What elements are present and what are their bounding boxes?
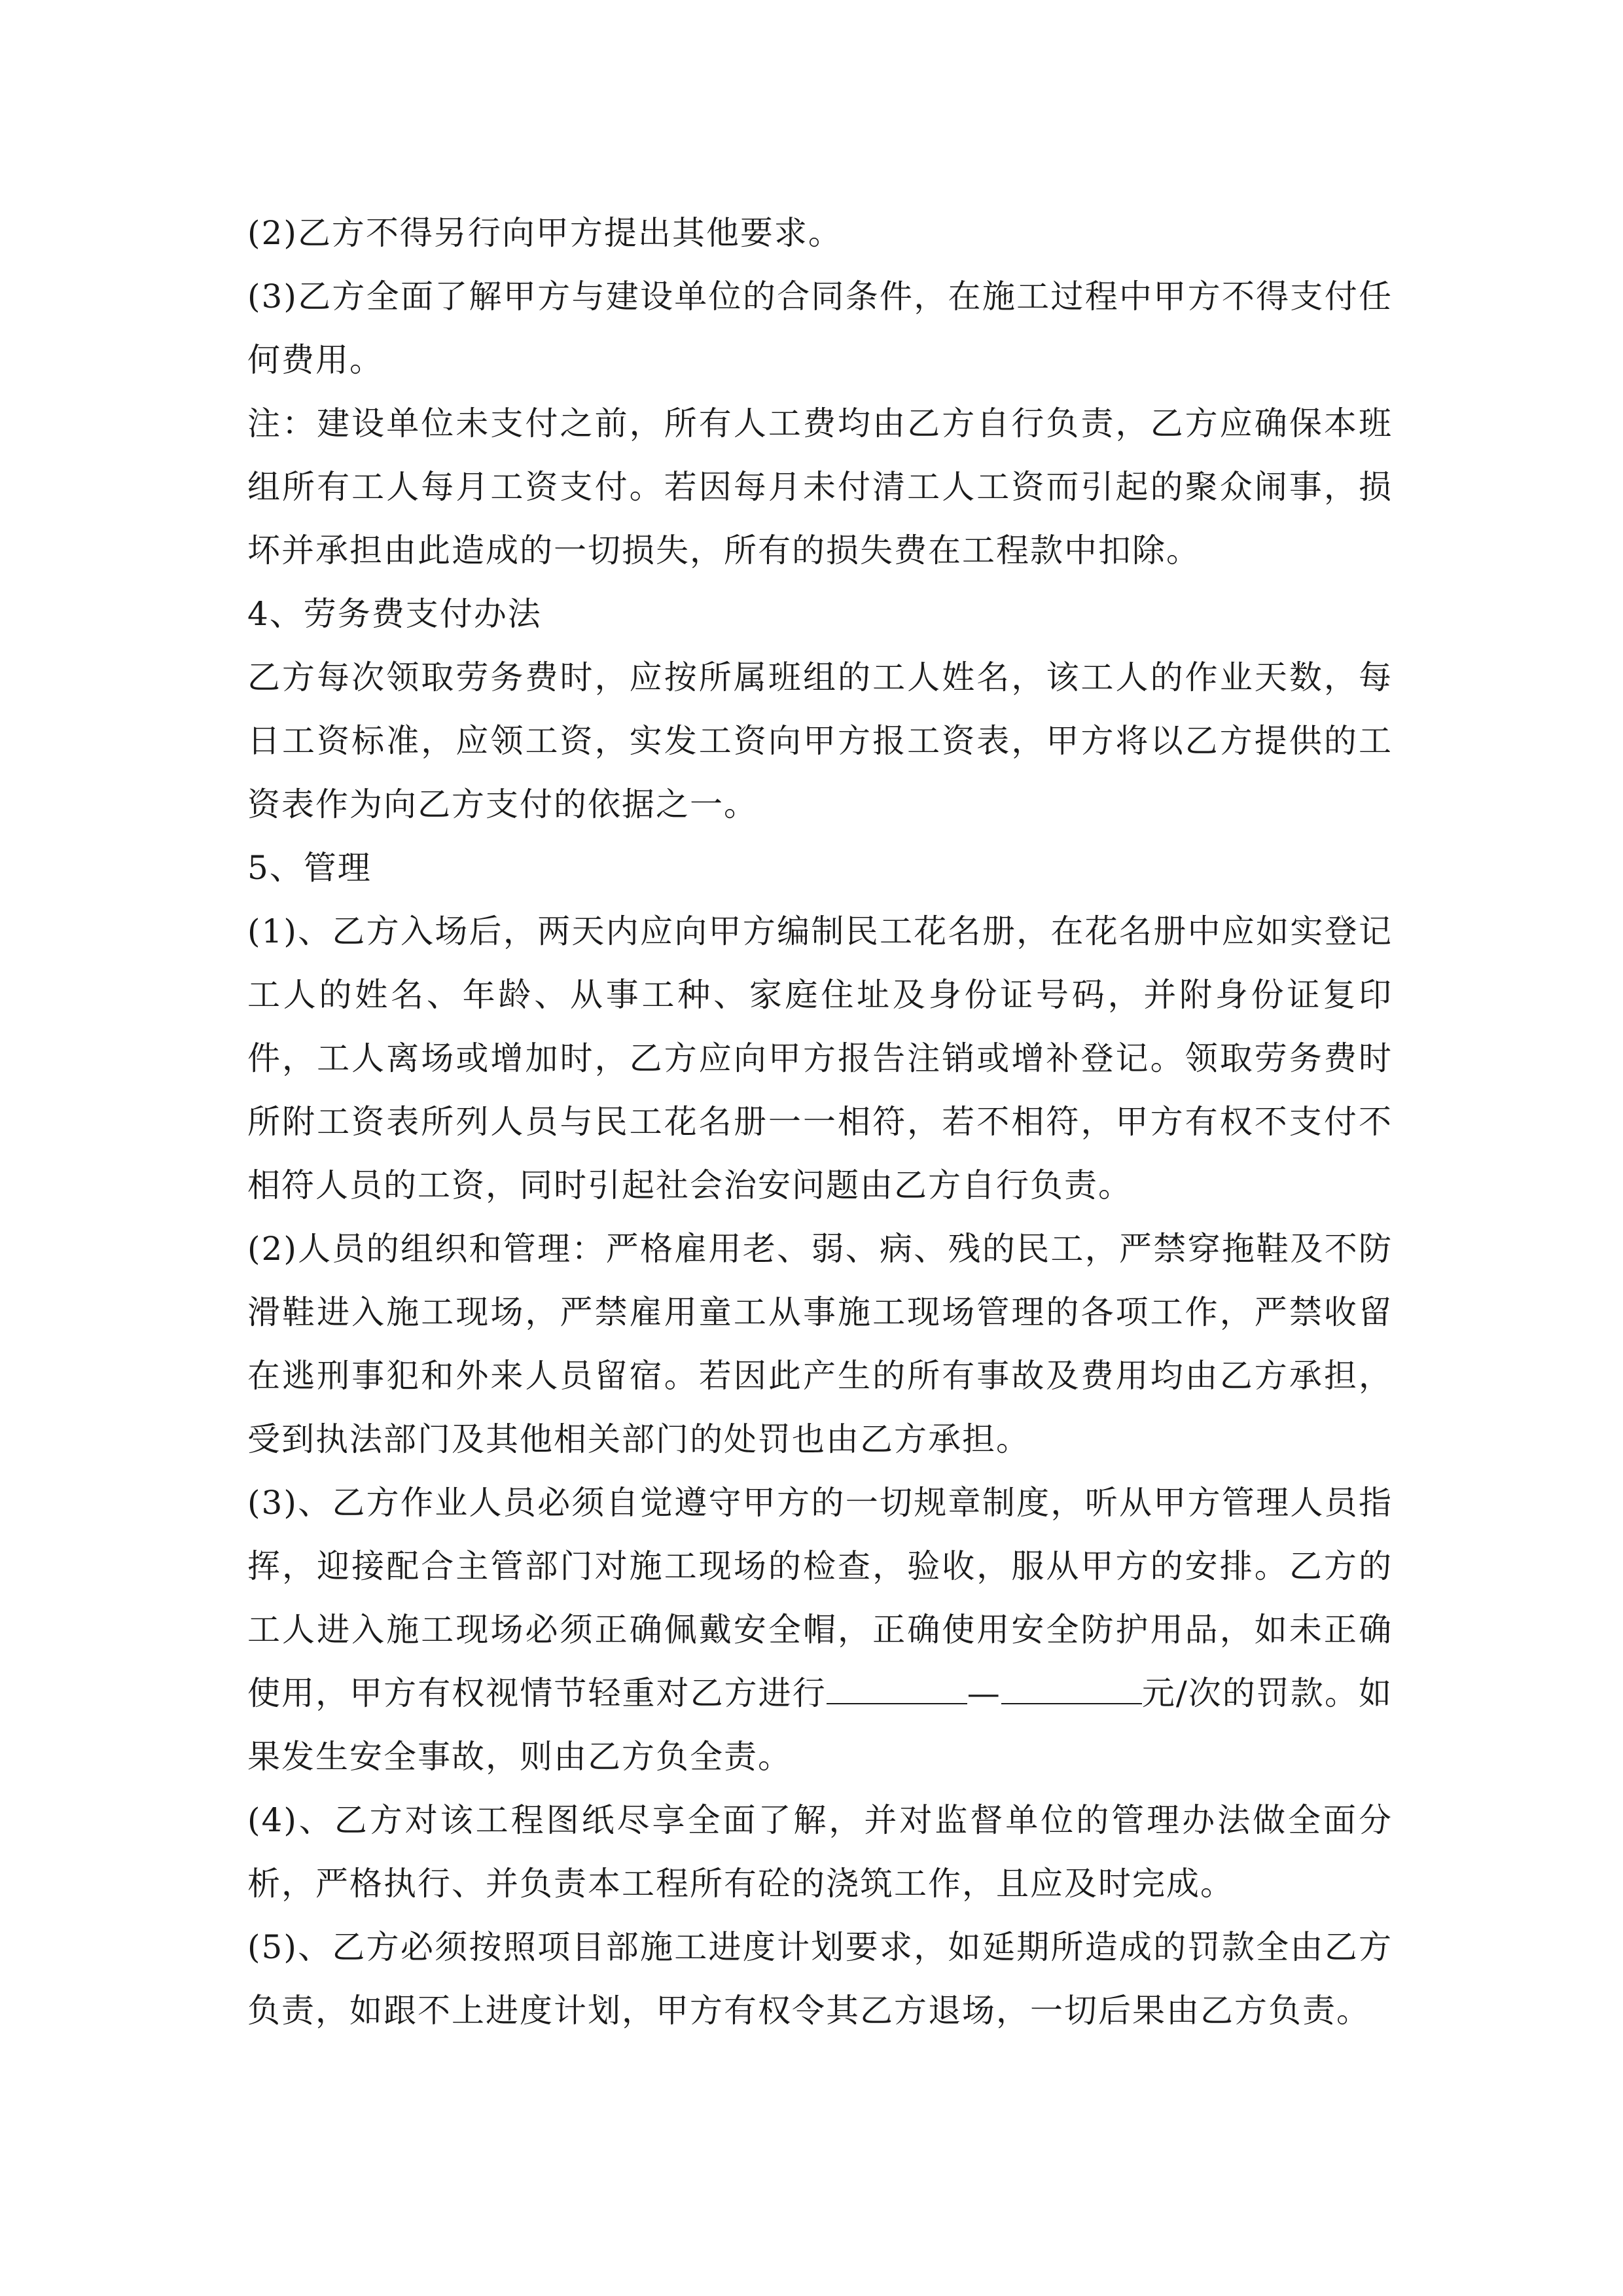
fine-min-blank [827, 1678, 967, 1704]
section-5-heading: 5、管理 [247, 849, 372, 887]
management-clause-1: (1)、乙方入场后，两天内应向甲方编制民工花名册，在花名册中应如实登记工人的姓名、年龄、从事工种、家庭住址及身份证号码，并附身份证复印件，工人离场或增加时，乙方应向甲方报告注销或增补登记。领取劳务费时所附工资表所列人员与民工花名册一一相符，若不相符，甲方有权不支付不相符人员的工资，同时引起社会治安问题由乙方自行负责。 [247, 912, 1393, 1204]
document-body [247, 202, 1393, 2043]
fine-range-dash: — [967, 1674, 1001, 1712]
management-clause-4: (4)、乙方对该工程图纸尽享全面了解，并对监督单位的管理办法做全面分析，严格执行、并负责本工程所有砼的浇筑工作，且应及时完成。 [247, 1801, 1393, 1903]
clause-2-no-other-demands: (2)乙方不得另行向甲方提出其他要求。 [247, 214, 842, 252]
section-4-payment-method: 乙方每次领取劳务费时，应按所属班组的工人姓名，该工人的作业天数，每日工资标准，应领工资，实发工资向甲方报工资表，甲方将以乙方提供的工资表作为向乙方支付的依据之一。 [247, 658, 1393, 823]
section-4-heading: 4、劳务费支付办法 [247, 595, 542, 633]
management-clause-5: (5)、乙方必须按照项目部施工进度计划要求，如延期所造成的罚款全由乙方负责，如跟不上进度计划，甲方有权令其乙方退场，一切后果由乙方负责。 [247, 1928, 1393, 2030]
clause-3-text-after: 元/次的罚款。如果发生安全事故，则由乙方负全责。 [247, 1674, 1393, 1776]
clause-3-text-before: (3)、乙方作业人员必须自觉遵守甲方的一切规章制度，听从甲方管理人员指挥，迎接配合主管部门对施工现场的检查，验收，服从甲方的安排。乙方的工人进入施工现场必须正确佩戴安全帽，正确使用安全防护用品，如未正确使用，甲方有权视情节轻重对乙方进行 [247, 1484, 1393, 1712]
clause-3-contract-terms: (3)乙方全面了解甲方与建设单位的合同条件，在施工过程中甲方不得支付任何费用。 [247, 278, 1393, 379]
management-clause-2: (2)人员的组织和管理：严格雇用老、弱、病、残的民工，严禁穿拖鞋及不防滑鞋进入施工现场，严禁雇用童工从事施工现场管理的各项工作，严禁收留在逃刑事犯和外来人员留宿。若因此产生的所有事故及费用均由乙方承担，受到执法部门及其他相关部门的处罚也由乙方承担。 [247, 1230, 1393, 1458]
fine-max-blank [1001, 1678, 1142, 1704]
management-clause-3 [247, 1471, 1393, 1789]
note-wage-responsibility: 注：建设单位未支付之前，所有人工费均由乙方自行负责，乙方应确保本班组所有工人每月工资支付。若因每月未付清工人工资而引起的聚众闹事，损坏并承担由此造成的一切损失，所有的损失费在工程款中扣除。 [247, 404, 1393, 569]
